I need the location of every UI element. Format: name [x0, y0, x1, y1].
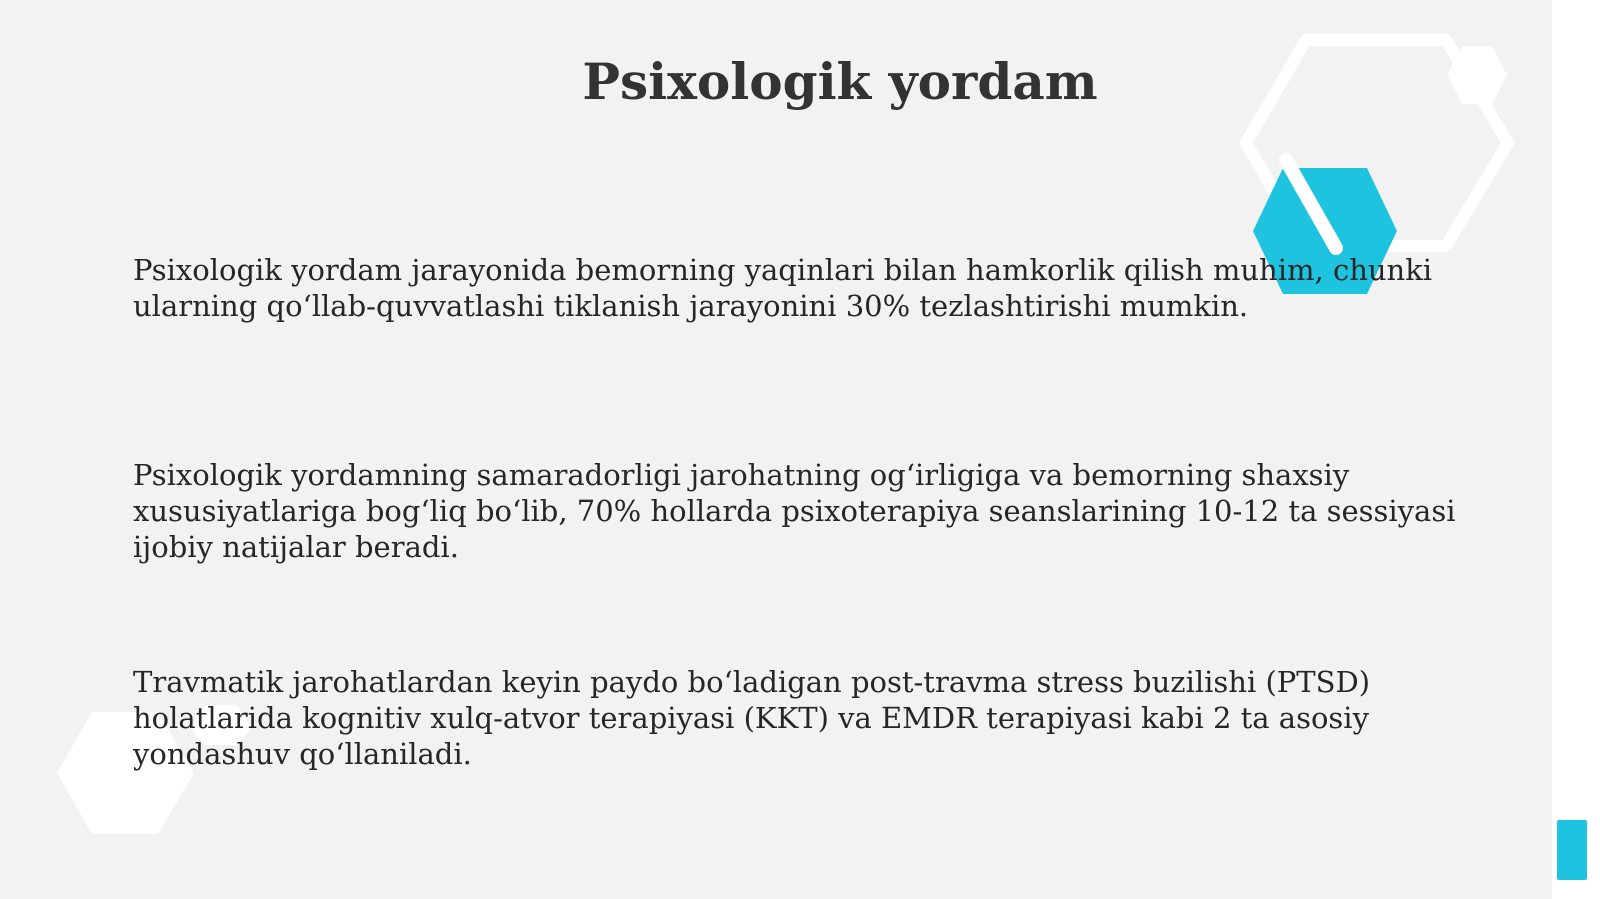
right-margin — [1552, 0, 1600, 899]
paragraph-family-support: Psixologik yordam jarayonida bemorning yaqinlari bilan hamkorlik qilish muhim, chunki ularning qo‘llab-quvvatlashi tiklanish jarayonini 30% tezlashtirishi mumkin. — [133, 253, 1433, 323]
slide-title: Psixologik yordam — [582, 52, 1098, 111]
accent-bar — [1557, 820, 1587, 880]
paragraph-effectiveness: Psixologik yordamning samaradorligi jarohatning og‘irligiga va bemorning shaxsiy xususiyatlariga bog‘liq bo‘lib, 70% hollarda psixoterapiya seanslarining 10-12 ta sessiyasi ijobiy natijalar beradi. — [133, 458, 1456, 564]
paragraph-ptsd-therapies: Travmatik jarohatlardan keyin paydo bo‘ladigan post-travma stress buzilishi (PTSD) holatlarida kognitiv xulq-atvor terapiyasi (KKT) va EMDR terapiyasi kabi 2 ta asosiy yondashuv qo‘llaniladi. — [133, 665, 1371, 771]
